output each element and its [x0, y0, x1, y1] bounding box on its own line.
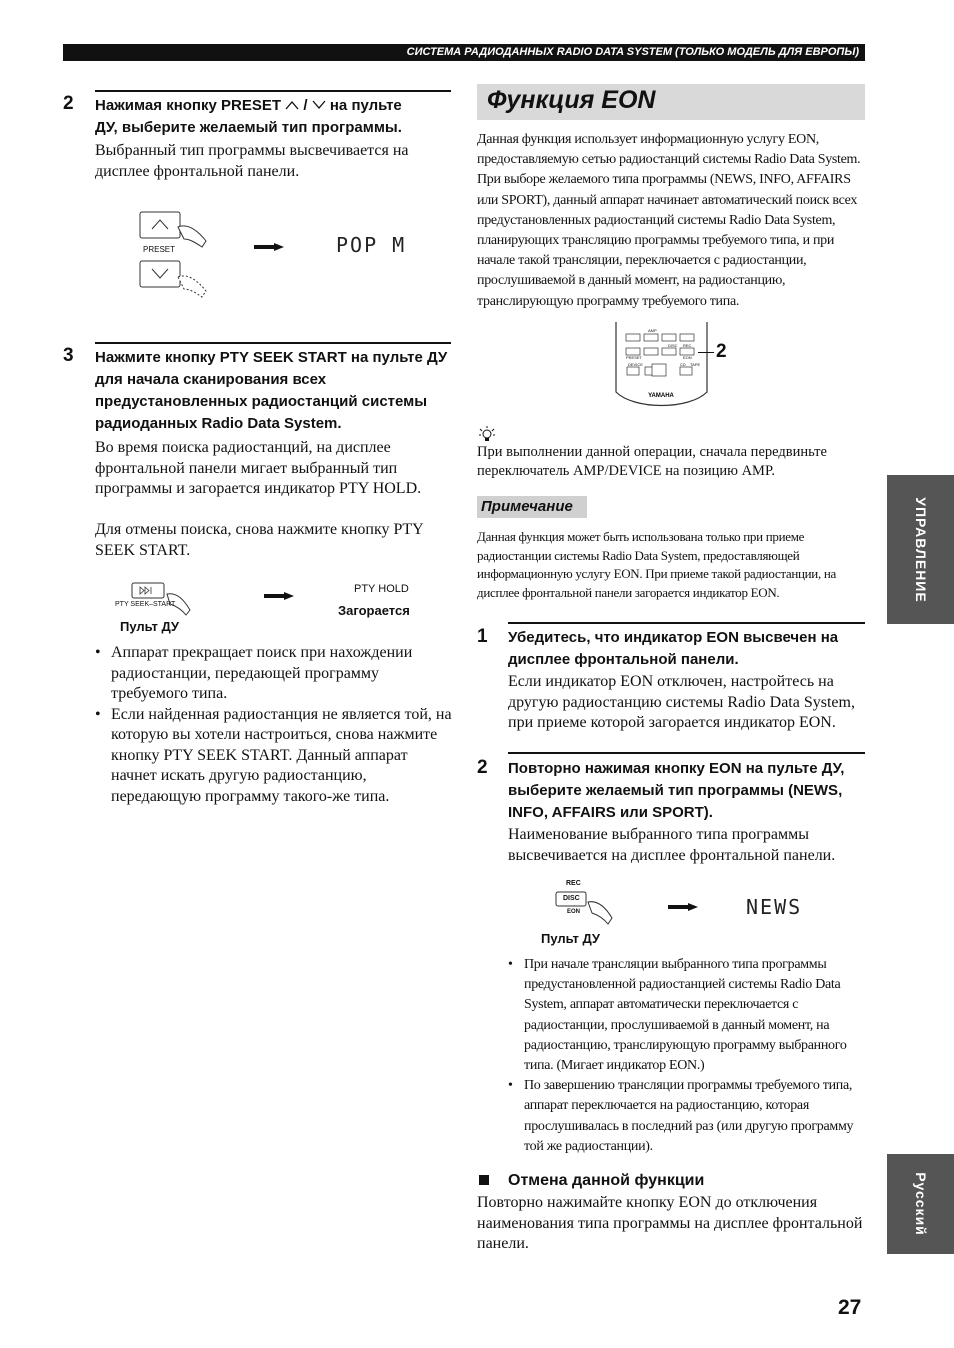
step-number: 1 [477, 626, 488, 647]
bullet-list [95, 643, 457, 807]
step-body: Выбранный тип программы высвечивается на дисплее фронтальной панели. [95, 142, 409, 180]
rec-label: REC [566, 880, 581, 887]
remote-label: CD [680, 362, 686, 367]
list-item: • Аппарат прекращает поиск при нахождении радиостанции, передающей программу требуемого типа. [95, 643, 457, 705]
brand-logo: YAMAHA [648, 393, 674, 399]
intro-text: Данная функция использует информационную услугу EON, предоставляемую сетью радиостанций системы Radio Data System. При выборе желаемого типа программы (NEWS, INFO, AFFAIRS или SPORT), данный аппарат начинает автоматический поиск всех предустановленных радиостанций системы Radio Data System, планирующих трансляцию программы требуемого типа, и при начале такой трансляции, переключается с радиостанции, прослушиваемой в данный момент, на радиостанцию, транслирующую программу требуемого типа. [477, 132, 861, 309]
section-title-box [477, 84, 865, 120]
preset-label: PRESET [143, 245, 176, 254]
side-tab-control: УПРАВЛЕНИЕ [887, 475, 954, 624]
step-body: Наименование выбранного типа программы высвечивается на дисплее фронтальной панели. [508, 826, 836, 864]
step-number: 2 [63, 93, 74, 114]
arrow-right-icon [264, 592, 294, 600]
remote-label: PRESET [626, 355, 643, 360]
rule [95, 342, 451, 344]
arrow-right-icon [254, 243, 284, 251]
rule [508, 622, 865, 624]
step-body: Для отмены поиска, снова нажмите кнопку PTY SEEK START. [95, 521, 424, 559]
pty-seek-button-illustration [112, 578, 202, 618]
callout-number: 2 [716, 341, 727, 362]
remote-label: DISC [668, 343, 678, 348]
list-item: • Если найденная радиостанция не является той, на которую вы хотели настроиться, снова нажмите кнопку PTY SEEK START. Данный аппарат начнет искать другую радиостанцию, передающую программу такого-же типа. [95, 705, 457, 808]
disc-label: DISC [563, 895, 580, 902]
step-number: 2 [477, 757, 488, 778]
lights-caption: Загорается [338, 603, 410, 618]
remote-caption: Пульт ДУ [120, 619, 179, 634]
tip-lightbulb-icon [477, 424, 497, 442]
note-title: Примечание [481, 498, 573, 515]
step-body: Если индикатор EON отключен, настройтесь на другую радиостанцию системы Radio Data System, при приеме которой загорается индикатор EON. [508, 673, 855, 731]
step-heading: Нажимая кнопку PRESET / на пульте ДУ, выберите желаемый тип программы. [95, 97, 402, 136]
remote-label: AMP [648, 328, 657, 333]
step-heading: Повторно нажимая кнопку EON на пульте ДУ, выберите желаемый тип программы (NEWS, INFO, AFFAIRS или SPORT). [508, 760, 845, 821]
list-item: • При начале трансляции выбранного типа программы предустановленной радиостанцией системы Radio Data System, аппарат автоматически переключается с радиостанции, прослушиваемой в данный момент, на радиостанцию, транслирующую программу выбранного типа. (Мигает индикатор EON.) [508, 955, 870, 1076]
up-chevron-icon [285, 100, 299, 110]
running-header: СИСТЕМА РАДИОДАННЫХ RADIO DATA SYSTEM (ТОЛЬКО МОДЕЛЬ ДЛЯ ЕВРОПЫ) [63, 44, 865, 61]
step-number: 3 [63, 345, 74, 366]
display-readout: POP M [336, 233, 407, 257]
step-heading: Убедитесь, что индикатор EON высвечен на дисплее фронтальной панели. [508, 629, 839, 668]
step-body: Во время поиска радиостанций, на дисплее фронтальной панели мигает выбранный тип программы и загорается индикатор PTY HOLD. [95, 439, 422, 497]
page-number: 27 [838, 1296, 862, 1319]
side-tab-language: Русский [887, 1154, 954, 1254]
remote-label: EON [683, 355, 692, 360]
arrow-right-icon [668, 903, 698, 911]
remote-caption: Пульт ДУ [541, 931, 600, 946]
remote-label: TAPE [690, 362, 701, 367]
remote-label: DEVICE [628, 362, 643, 367]
callout-line [698, 352, 714, 353]
remote-control-illustration [614, 322, 709, 412]
square-bullet-icon [479, 1175, 489, 1185]
display-readout: NEWS [746, 895, 803, 919]
rule [508, 752, 865, 754]
pty-seek-label: PTY SEEK–START [115, 601, 176, 608]
eon-label: EON [567, 909, 581, 915]
remote-label: REC [683, 343, 692, 348]
note-box [477, 496, 587, 518]
bullet-list [508, 955, 870, 1157]
list-item: • По завершению трансляции программы требуемого типа, аппарат переключается на радиостанцию, которая прослушивалась в последний раз (или другую программу той же радиостанции). [508, 1076, 870, 1157]
section-title: Функция EON [487, 86, 656, 114]
note-text: Данная функция может быть использована только при приеме радиостанции системы Radio Data System, предоставляющей информационную услугу EON. При приеме такой радиостанции, на дисплее фронтальной панели загорается индикатор EON. [477, 529, 836, 600]
subsection-body: Повторно нажимайте кнопку EON до отключения наименования типа программы на дисплее фронтальной панели. [477, 1194, 863, 1252]
pty-hold-indicator: PTY HOLD [354, 583, 409, 595]
rule [95, 90, 451, 92]
step-heading: Нажмите кнопку PTY SEEK START на пульте ДУ для начала сканирования всех предустановленных радиостанций системы радиоданных Radio Data System. [95, 349, 448, 432]
subsection-heading: Отмена данной функции [508, 1172, 705, 1189]
tip-text: При выполнении данной операции, сначала передвиньте переключатель AMP/DEVICE на позицию AMP. [477, 444, 827, 479]
down-chevron-icon [312, 100, 326, 110]
